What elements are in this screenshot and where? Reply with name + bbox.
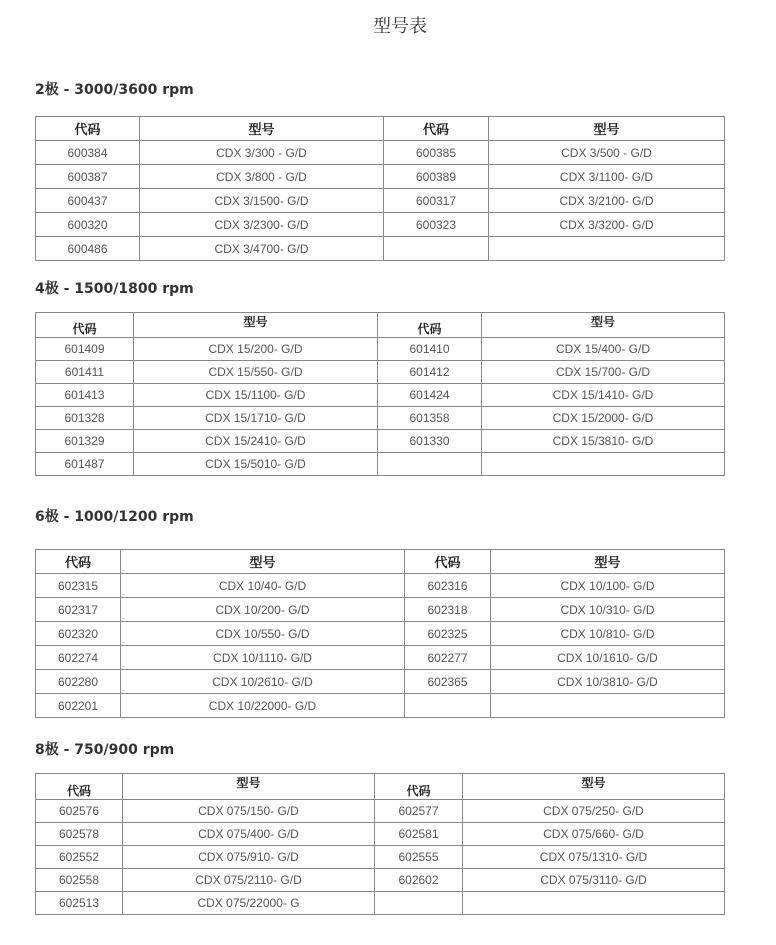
column-header-model: 型号: [123, 774, 375, 800]
code-cell: 600387: [36, 165, 140, 189]
model-cell: CDX 3/1500- G/D: [140, 189, 384, 213]
code-cell: 600486: [36, 237, 140, 261]
code-cell: 601409: [36, 338, 134, 361]
model-cell: CDX 10/100- G/D: [491, 574, 725, 598]
table-header-row: [36, 313, 725, 338]
model-cell: CDX 075/400- G/D: [123, 823, 375, 846]
code-cell: 601410: [378, 338, 482, 361]
model-table-4-pole: [35, 312, 725, 476]
code-cell: 602581: [375, 823, 463, 846]
model-cell: CDX 10/1110- G/D: [121, 646, 405, 670]
column-header-code: 代码: [375, 774, 463, 800]
table-row: [36, 574, 725, 598]
code-cell: 602318: [405, 598, 491, 622]
table-row: [36, 165, 725, 189]
model-cell: CDX 10/310- G/D: [491, 598, 725, 622]
model-cell: CDX 10/40- G/D: [121, 574, 405, 598]
model-cell: CDX 3/800 - G/D: [140, 165, 384, 189]
section-heading-2-pole: 2极 - 3000/3600 rpm: [35, 82, 194, 98]
code-cell: 601411: [36, 361, 134, 384]
table-row: [36, 453, 725, 476]
column-header-code: 代码: [405, 550, 491, 574]
model-table-2-pole: [35, 116, 725, 261]
model-cell: CDX 15/400- G/D: [482, 338, 725, 361]
code-cell: 602577: [375, 800, 463, 823]
column-header-model: 型号: [489, 117, 725, 141]
column-header-code: 代码: [384, 117, 489, 141]
model-cell: CDX 3/1100- G/D: [489, 165, 725, 189]
column-header-model: 型号: [140, 117, 384, 141]
model-cell: CDX 15/1710- G/D: [134, 407, 378, 430]
table-row: [36, 694, 725, 718]
code-cell: 602325: [405, 622, 491, 646]
model-cell: [489, 237, 725, 261]
model-cell: CDX 075/1310- G/D: [463, 846, 725, 869]
section-heading-6-pole: 6极 - 1000/1200 rpm: [35, 509, 194, 525]
table-row: [36, 869, 725, 892]
table-row: [36, 430, 725, 453]
code-cell: 601330: [378, 430, 482, 453]
code-cell: 602316: [405, 574, 491, 598]
model-cell: CDX 15/3810- G/D: [482, 430, 725, 453]
table-row: [36, 407, 725, 430]
code-cell: 600437: [36, 189, 140, 213]
code-cell: 602558: [36, 869, 123, 892]
model-cell: [491, 694, 725, 718]
model-cell: CDX 10/1610- G/D: [491, 646, 725, 670]
column-header-model: 型号: [134, 313, 378, 338]
model-cell: CDX 10/22000- G/D: [121, 694, 405, 718]
model-cell: CDX 15/700- G/D: [482, 361, 725, 384]
model-cell: CDX 3/2300- G/D: [140, 213, 384, 237]
model-cell: CDX 075/250- G/D: [463, 800, 725, 823]
model-cell: CDX 3/300 - G/D: [140, 141, 384, 165]
code-cell: 600384: [36, 141, 140, 165]
code-cell: 601328: [36, 407, 134, 430]
model-cell: CDX 075/150- G/D: [123, 800, 375, 823]
column-header-code: 代码: [36, 313, 134, 338]
table-row: [36, 189, 725, 213]
section-heading-4-pole: 4极 - 1500/1800 rpm: [35, 281, 194, 297]
code-cell: [405, 694, 491, 718]
code-cell: 601329: [36, 430, 134, 453]
table-row: [36, 823, 725, 846]
code-cell: 602555: [375, 846, 463, 869]
column-header-model: 型号: [121, 550, 405, 574]
model-cell: CDX 10/200- G/D: [121, 598, 405, 622]
model-cell: CDX 15/550- G/D: [134, 361, 378, 384]
table-header-row: [36, 550, 725, 574]
model-table-8-pole: [35, 773, 725, 915]
table-row: [36, 800, 725, 823]
model-cell: CDX 3/500 - G/D: [489, 141, 725, 165]
code-cell: 602274: [36, 646, 121, 670]
model-cell: CDX 075/2110- G/D: [123, 869, 375, 892]
model-cell: CDX 15/5010- G/D: [134, 453, 378, 476]
column-header-code: 代码: [36, 117, 140, 141]
table-header-row: [36, 774, 725, 800]
page-title: 型号表: [373, 16, 427, 37]
code-cell: [378, 453, 482, 476]
table-row: [36, 361, 725, 384]
code-cell: 602320: [36, 622, 121, 646]
code-cell: 602201: [36, 694, 121, 718]
model-cell: CDX 10/810- G/D: [491, 622, 725, 646]
model-cell: CDX 15/2410- G/D: [134, 430, 378, 453]
model-cell: CDX 075/660- G/D: [463, 823, 725, 846]
code-cell: 602576: [36, 800, 123, 823]
column-header-code: 代码: [36, 774, 123, 800]
column-header-code: 代码: [36, 550, 121, 574]
code-cell: 600320: [36, 213, 140, 237]
table-header-row: [36, 117, 725, 141]
code-cell: 600385: [384, 141, 489, 165]
code-cell: 602280: [36, 670, 121, 694]
column-header-model: 型号: [463, 774, 725, 800]
model-cell: [463, 892, 725, 915]
column-header-model: 型号: [482, 313, 725, 338]
model-cell: CDX 075/22000- G: [123, 892, 375, 915]
code-cell: 602317: [36, 598, 121, 622]
table-row: [36, 141, 725, 165]
code-cell: 600323: [384, 213, 489, 237]
code-cell: 602365: [405, 670, 491, 694]
table-row: [36, 846, 725, 869]
model-cell: CDX 15/200- G/D: [134, 338, 378, 361]
column-header-model: 型号: [491, 550, 725, 574]
code-cell: 601424: [378, 384, 482, 407]
table-row: [36, 384, 725, 407]
code-cell: 602602: [375, 869, 463, 892]
table-row: [36, 237, 725, 261]
model-cell: CDX 3/4700- G/D: [140, 237, 384, 261]
code-cell: 602513: [36, 892, 123, 915]
model-cell: CDX 15/1410- G/D: [482, 384, 725, 407]
table-row: [36, 598, 725, 622]
code-cell: 601358: [378, 407, 482, 430]
model-cell: CDX 10/3810- G/D: [491, 670, 725, 694]
code-cell: 600389: [384, 165, 489, 189]
code-cell: 601413: [36, 384, 134, 407]
column-header-code: 代码: [378, 313, 482, 338]
section-heading-8-pole: 8极 - 750/900 rpm: [35, 742, 175, 758]
code-cell: 602277: [405, 646, 491, 670]
code-cell: [375, 892, 463, 915]
model-cell: CDX 15/2000- G/D: [482, 407, 725, 430]
model-cell: [482, 453, 725, 476]
table-row: [36, 213, 725, 237]
code-cell: 602552: [36, 846, 123, 869]
code-cell: 600317: [384, 189, 489, 213]
model-table-6-pole: [35, 549, 725, 718]
code-cell: 601487: [36, 453, 134, 476]
model-cell: CDX 075/910- G/D: [123, 846, 375, 869]
model-cell: CDX 075/3110- G/D: [463, 869, 725, 892]
model-cell: CDX 15/1100- G/D: [134, 384, 378, 407]
table-row: [36, 338, 725, 361]
table-row: [36, 892, 725, 915]
model-cell: CDX 10/550- G/D: [121, 622, 405, 646]
code-cell: 601412: [378, 361, 482, 384]
model-cell: CDX 3/3200- G/D: [489, 213, 725, 237]
table-row: [36, 670, 725, 694]
table-row: [36, 646, 725, 670]
code-cell: 602315: [36, 574, 121, 598]
code-cell: [384, 237, 489, 261]
model-cell: CDX 3/2100- G/D: [489, 189, 725, 213]
model-cell: CDX 10/2610- G/D: [121, 670, 405, 694]
table-row: [36, 622, 725, 646]
code-cell: 602578: [36, 823, 123, 846]
